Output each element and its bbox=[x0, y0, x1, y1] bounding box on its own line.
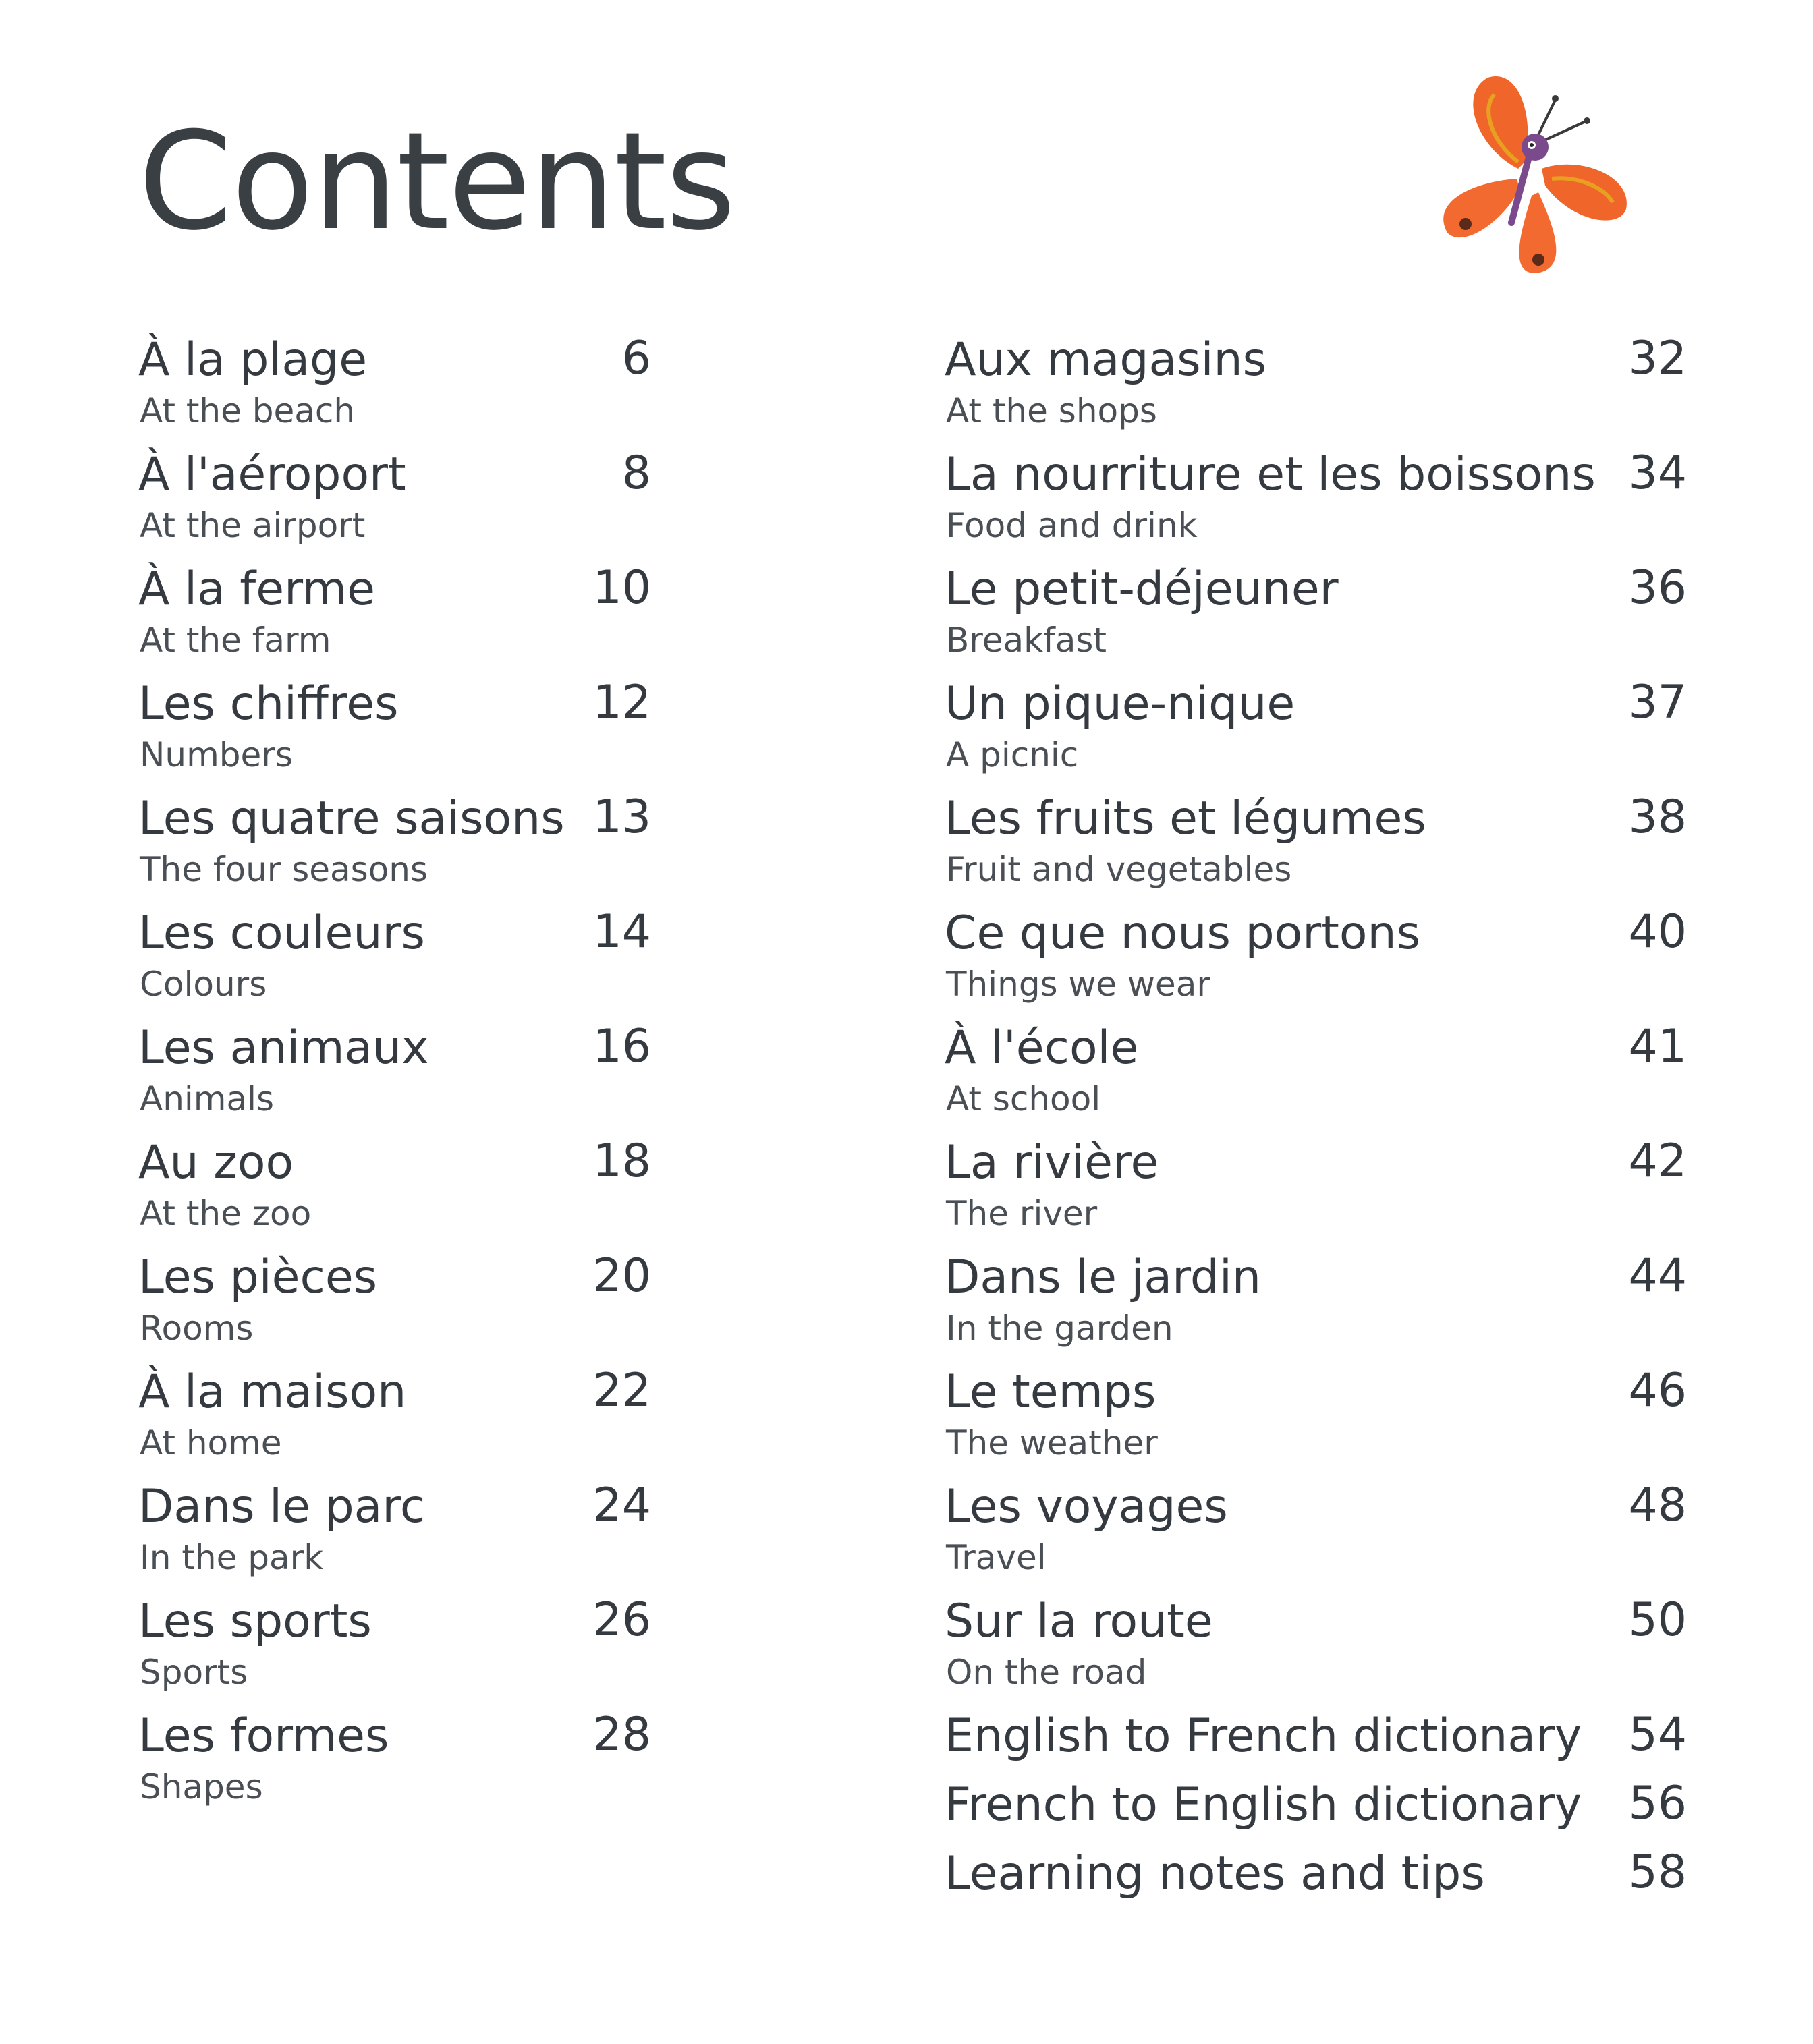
contents-entry[interactable] bbox=[138, 561, 651, 676]
entry-page-number: 18 bbox=[592, 1135, 651, 1188]
entry-title-french: Les chiffres bbox=[138, 677, 399, 731]
entry-page-number: 12 bbox=[592, 676, 651, 729]
contents-entry[interactable] bbox=[138, 1249, 651, 1364]
entry-title-english: At the beach bbox=[140, 391, 356, 430]
entry-page-number: 20 bbox=[592, 1249, 651, 1303]
entry-title-english: Rooms bbox=[140, 1309, 254, 1348]
butterfly-icon bbox=[1417, 67, 1646, 283]
entry-title-english: Numbers bbox=[140, 735, 293, 774]
entry-title-french: Les quatre saisons bbox=[138, 792, 565, 845]
contents-entry[interactable] bbox=[945, 1020, 1687, 1135]
entry-title-english: Food and drink bbox=[946, 506, 1198, 545]
entry-page-number: 6 bbox=[621, 332, 651, 385]
entry-title-french: Les fruits et légumes bbox=[945, 792, 1426, 845]
entry-title-french: Dans le jardin bbox=[945, 1251, 1261, 1304]
entry-title-english: At the zoo bbox=[140, 1194, 312, 1233]
entry-title-french: Learning notes and tips bbox=[945, 1847, 1485, 1900]
contents-entry[interactable] bbox=[945, 1249, 1687, 1364]
entry-title-english: The weather bbox=[946, 1423, 1158, 1463]
contents-entry[interactable] bbox=[138, 1708, 651, 1823]
entry-title-english: Things we wear bbox=[946, 965, 1210, 1004]
entry-page-number: 13 bbox=[592, 791, 651, 844]
entry-title-french: Les sports bbox=[138, 1595, 372, 1648]
entry-title-english: On the road bbox=[946, 1653, 1147, 1692]
entry-title-french: English to French dictionary bbox=[945, 1709, 1582, 1763]
entry-page-number: 41 bbox=[1628, 1020, 1687, 1073]
contents-entry[interactable] bbox=[945, 561, 1687, 676]
contents-entry[interactable] bbox=[138, 1593, 651, 1708]
contents-entry[interactable] bbox=[945, 1708, 1687, 1777]
entry-page-number: 37 bbox=[1628, 676, 1687, 729]
contents-entry[interactable] bbox=[945, 905, 1687, 1020]
entry-page-number: 56 bbox=[1628, 1777, 1687, 1830]
contents-entry[interactable] bbox=[138, 447, 651, 561]
entry-title-english: A picnic bbox=[946, 735, 1079, 774]
entry-title-english: The river bbox=[946, 1194, 1098, 1233]
entry-title-english: Breakfast bbox=[946, 621, 1107, 660]
contents-column-right bbox=[945, 332, 1687, 1914]
entry-title-french: French to English dictionary bbox=[945, 1778, 1582, 1832]
contents-entry[interactable] bbox=[138, 332, 651, 447]
contents-entry[interactable] bbox=[945, 676, 1687, 791]
entry-page-number: 44 bbox=[1628, 1249, 1687, 1303]
contents-entry[interactable] bbox=[138, 1364, 651, 1479]
entry-title-french: Le petit-déjeuner bbox=[945, 563, 1339, 616]
entry-page-number: 22 bbox=[592, 1364, 651, 1417]
contents-entry[interactable] bbox=[138, 1020, 651, 1135]
entry-title-french: À la ferme bbox=[138, 563, 375, 616]
contents-entry[interactable] bbox=[945, 332, 1687, 447]
entry-page-number: 10 bbox=[592, 561, 651, 615]
entry-page-number: 8 bbox=[621, 447, 651, 500]
entry-title-french: Ce que nous portons bbox=[945, 907, 1421, 960]
contents-entry[interactable] bbox=[138, 1479, 651, 1593]
entry-page-number: 46 bbox=[1628, 1364, 1687, 1417]
entry-title-french: Les voyages bbox=[945, 1480, 1228, 1533]
entry-page-number: 28 bbox=[592, 1708, 651, 1761]
entry-title-french: Les couleurs bbox=[138, 907, 425, 960]
entry-page-number: 24 bbox=[592, 1479, 651, 1532]
entry-page-number: 16 bbox=[592, 1020, 651, 1073]
entry-title-french: La rivière bbox=[945, 1136, 1159, 1189]
contents-column-left bbox=[138, 332, 651, 1823]
entry-title-english: At the airport bbox=[140, 506, 366, 545]
entry-page-number: 14 bbox=[592, 905, 651, 959]
entry-title-french: Les animaux bbox=[138, 1021, 429, 1075]
entry-page-number: 48 bbox=[1628, 1479, 1687, 1532]
contents-entry[interactable] bbox=[945, 1364, 1687, 1479]
entry-title-french: À l'aéroport bbox=[138, 448, 406, 501]
entry-title-french: Aux magasins bbox=[945, 333, 1267, 387]
contents-entry[interactable] bbox=[138, 791, 651, 905]
entry-title-french: À la plage bbox=[138, 333, 368, 387]
entry-title-french: La nourriture et les boissons bbox=[945, 448, 1596, 501]
entry-page-number: 42 bbox=[1628, 1135, 1687, 1188]
entry-title-english: Colours bbox=[140, 965, 267, 1004]
contents-entry[interactable] bbox=[945, 1593, 1687, 1708]
entry-title-french: Le temps bbox=[945, 1365, 1156, 1419]
entry-title-english: In the park bbox=[140, 1538, 324, 1577]
entry-page-number: 34 bbox=[1628, 447, 1687, 500]
entry-title-english: At school bbox=[946, 1079, 1101, 1118]
entry-page-number: 40 bbox=[1628, 905, 1687, 959]
entry-page-number: 36 bbox=[1628, 561, 1687, 615]
entry-title-english: At the farm bbox=[140, 621, 331, 660]
contents-entry[interactable] bbox=[945, 1135, 1687, 1249]
entry-page-number: 38 bbox=[1628, 791, 1687, 844]
entry-page-number: 54 bbox=[1628, 1708, 1687, 1761]
entry-title-french: Sur la route bbox=[945, 1595, 1213, 1648]
entry-title-french: À la maison bbox=[138, 1365, 407, 1419]
entry-title-english: Animals bbox=[140, 1079, 275, 1118]
contents-entry[interactable] bbox=[945, 1846, 1687, 1914]
contents-entry[interactable] bbox=[138, 1135, 651, 1249]
contents-entry[interactable] bbox=[945, 1777, 1687, 1846]
entry-page-number: 26 bbox=[592, 1593, 651, 1647]
contents-entry[interactable] bbox=[945, 1479, 1687, 1593]
contents-entry[interactable] bbox=[945, 791, 1687, 905]
entry-title-english: The four seasons bbox=[140, 850, 428, 889]
contents-entry[interactable] bbox=[138, 676, 651, 791]
entry-title-english: Travel bbox=[946, 1538, 1047, 1577]
entry-title-english: Shapes bbox=[140, 1767, 263, 1807]
contents-entry[interactable] bbox=[138, 905, 651, 1020]
entry-title-english: In the garden bbox=[946, 1309, 1173, 1348]
entry-title-english: Sports bbox=[140, 1653, 248, 1692]
entry-title-french: Un pique-nique bbox=[945, 677, 1295, 731]
page-title: Contents bbox=[138, 103, 735, 260]
entry-title-french: Dans le parc bbox=[138, 1480, 426, 1533]
entry-title-english: Fruit and vegetables bbox=[946, 850, 1292, 889]
entry-page-number: 58 bbox=[1628, 1846, 1687, 1899]
entry-title-french: Au zoo bbox=[138, 1136, 294, 1189]
entry-title-english: At home bbox=[140, 1423, 282, 1463]
contents-entry[interactable] bbox=[945, 447, 1687, 561]
entry-title-french: Les formes bbox=[138, 1709, 389, 1763]
entry-title-french: Les pièces bbox=[138, 1251, 378, 1304]
entry-page-number: 50 bbox=[1628, 1593, 1687, 1647]
entry-title-french: À l'école bbox=[945, 1021, 1139, 1075]
entry-page-number: 32 bbox=[1628, 332, 1687, 385]
entry-title-english: At the shops bbox=[946, 391, 1157, 430]
